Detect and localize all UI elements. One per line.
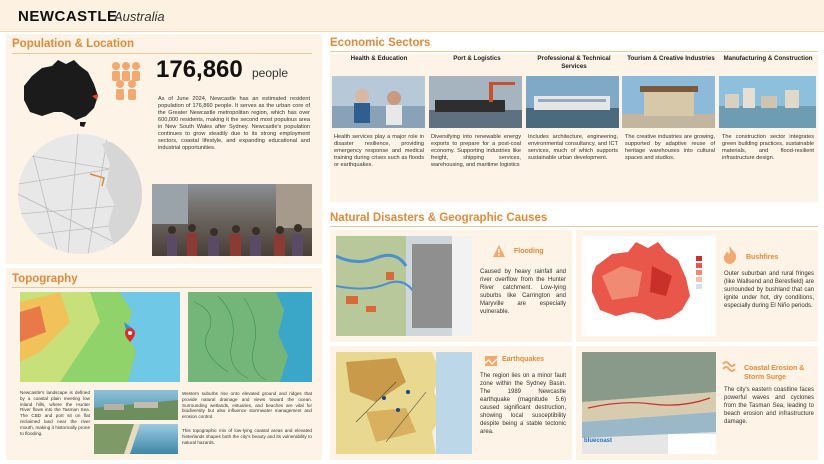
port-photo (429, 76, 522, 128)
coastline-photo (94, 424, 178, 454)
population-heading: Population & Location (12, 38, 135, 50)
flood-map (336, 236, 472, 336)
divider (330, 51, 818, 52)
tourism-photo (622, 76, 715, 128)
sector-text-professional: Includes architecture, engineering, environmental consultancy, and ICT services, much of which supports sustainable urban development. (528, 134, 618, 161)
divider (12, 53, 312, 54)
topography-heading: Topography (12, 273, 78, 285)
population-figure: 176,860 (156, 56, 243, 83)
earthquakes-title: Earthquakes (502, 356, 545, 363)
sector-text-port: Diversifying into renewable energy exports to prepare for a post-coal economy. Supporting industries like freight, shipping services, warehousing, and maritime logistics (431, 134, 521, 168)
australia-map (18, 56, 104, 128)
earthquakes-text: The region lies on a minor fault zone within the Sydney Basin. The 1989 Newcastle earthquake (magnitude 5.6) caused significant destruction, showing local susceptibility despite being a stable tectonic area. (480, 373, 566, 435)
topography-text-left: Newcastle's landscape is defined by a coastal plain meeting low inland hills, where the Hunter River flows into the Tasman Sea. The CBD and port sit on flat reclaimed land near the river mouth, making it historically prone to flooding. (20, 390, 90, 436)
divider (330, 226, 818, 227)
river-aerial-photo (94, 390, 178, 420)
newcastle-street-map (18, 134, 142, 254)
earthquake-map (336, 352, 472, 454)
sector-title-manufacturing: Manufacturing & Construction (723, 55, 813, 62)
topography-text-right-1: Western suburbs rise onto elevated ground and ridges that provide natural drainage and views toward the ocean. Surrounding wetlands, estuaries, and beaches are vital for biodiversity but also influence stormwater management and erosion control. (182, 391, 312, 420)
sector-title-professional: Professional & Technical Services (537, 55, 611, 70)
sector-text-manufacturing: The construction sector integrates green building practices, sustainable materials, and flood-resilient infrastructure design. (722, 134, 814, 161)
sector-title-tourism: Tourism & Creative Industries (627, 55, 715, 62)
flooding-text: Caused by heavy rainfall and river overflow from the Hunter River catchment. Low-lying suburbs like Carrington and Maryville are especially vulnerable. (480, 269, 566, 315)
bushfires-title: Bushfires (746, 254, 779, 261)
street-crowd-photo (152, 184, 312, 256)
elevation-map (20, 292, 180, 382)
coastal-erosion-title: Coastal Erosion & Storm Surge (744, 365, 805, 381)
topography-text-right-2: This topographic mix of low-lying coastal areas and elevated hinterlands shapes both the city's beauty and its vulnerability to natural hazards. (182, 428, 312, 445)
sector-text-health: Health services play a major role in disaster resilience, providing emergency response and medical training during crises such as floods or earthquakes. (334, 134, 424, 168)
bushfire-map (582, 236, 716, 336)
population-description: As of June 2024, Newcastle has an estimated resident population of 176,860 people. It serves as the urban core of the Greater Newcastle metropolitan region, which has over 600,000 residents, making it the second most populous area in New South Wales after Sydney. Newcastle's population continues to grow steadily due to its strong employment sectors, coastal lifestyle, and expanding educational and industrial opportunities. (158, 96, 310, 151)
sector-title-port: Port & Logistics (453, 55, 501, 62)
economy-heading: Economic Sectors (330, 37, 431, 49)
disasters-heading: Natural Disasters & Geographic Causes (330, 212, 548, 224)
page-subtitle: Australia (114, 9, 165, 24)
bushfires-text: Outer suburban and rural fringes (like Wallsend and Beresfield) are surrounded by bushland that can ignite under hot, dry conditions, especially during El Niño periods. (724, 271, 814, 309)
construction-photo (719, 76, 816, 128)
flooding-title: Flooding (514, 248, 544, 255)
sector-title-health: Health & Education (350, 55, 408, 62)
coastal-erosion-map (582, 352, 716, 454)
people-icon (106, 60, 146, 102)
professional-photo (526, 76, 619, 128)
sector-text-tourism: The creative industries are growing, supported by adaptive reuse of heritage warehouses into cultural spaces and studios. (625, 134, 715, 161)
health-photo (332, 76, 425, 128)
coastal-erosion-text: The city's eastern coastline faces powerful waves and cyclones from the Tasman Sea, leading to beach erosion and infrastructure damage. (724, 387, 814, 425)
population-unit: people (252, 66, 289, 80)
page-title: NEWCASTLE (18, 8, 118, 25)
terrain-map (188, 292, 312, 382)
location-pin-icon (125, 328, 135, 342)
fire-icon (722, 246, 738, 264)
wave-icon (722, 358, 738, 374)
bluecoast-logo: bluecoast (584, 438, 613, 444)
flood-warning-icon (492, 244, 506, 258)
earthquake-icon (484, 354, 498, 368)
divider (12, 287, 312, 288)
